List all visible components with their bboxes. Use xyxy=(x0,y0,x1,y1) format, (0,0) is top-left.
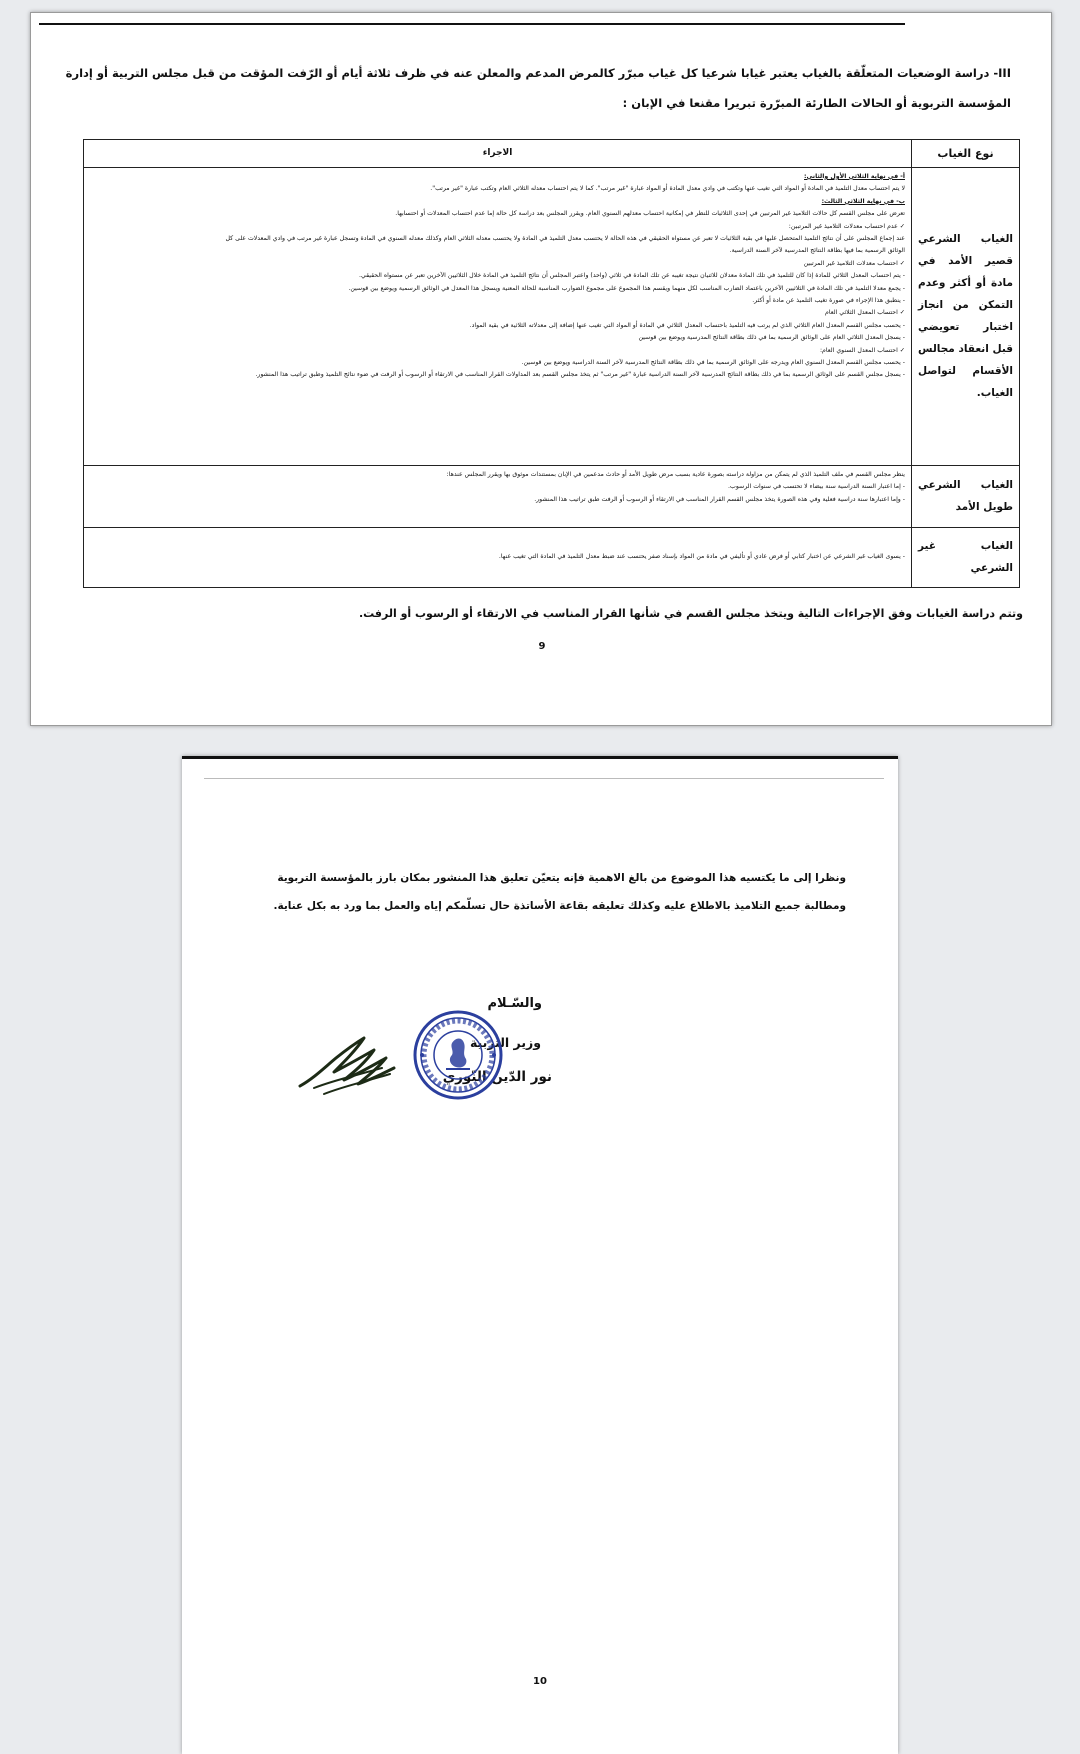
procedure-line: لا يتم احتساب معدل التلميذ في المادة أو المواد التي تغيب عنها وتكتب في وادي معدل المادة أو المواد عبارة "غير مرتب". كما لا يتم احتساب معدله الثلاثي العام وتكتب عبارة "غير مرتب". xyxy=(430,185,905,193)
closing-sentence: وتتم دراسة الغيابات وفق الإجراءات التالية ويتخذ مجلس القسم في شأنها القرار المناسب في الارتقاء أو الرسوب أو الرفت. xyxy=(358,607,1023,620)
procedure-line: عند إجماع المجلس على أن نتائج التلميذ المتحصل عليها في بقية الثلاثيات لا تعبر عن مستواه الحقيقي في هذه الحالة لا يحتسب معدل التلميذ في المادة ولا يحتسب معدله الثلاثي العام وكذلك معدله السنوي في المادة وتسجل عبارة غير مرتب في وادي المعدلات على كل xyxy=(225,234,905,242)
procedure-line: - يتم احتساب المعدل الثلاثي للمادة إذا كان للتلميذ في تلك المادة معدلان للاثنيان نتيجة تغيبه عن تلك المادة في ثلاثي (واحد) واعتبر المجلس أن نتائج التلميذ في المادة خلال الثلاثيين الآخرين تعبر عن مستواه الحقيقي. xyxy=(359,272,905,280)
procedure-line: - يسجل مجلس القسم على الوثائق الرسمية بما في ذلك بطاقة النتائج المدرسية لآخر السنة الدراسية عبارة "غير مرتب" ثم يتخذ مجلس القسم بعد المداولات القرار المناسب في الارتقاء أو الرسوب أو الرفت في ضوء نتائج التلميذ وطبق تراتيب هذا المنشور. xyxy=(255,371,905,379)
signature-icon xyxy=(294,1028,414,1098)
top-rule xyxy=(182,756,898,759)
official-stamp-icon xyxy=(412,1009,504,1101)
procedure-line: - يحسب مجلس القسم المعدل العام الثلاثي الذي لم يرتب فيه التلميذ باحتساب المعدل الثلاثي في المادة أو المواد التي تغيب عنها إضافة إلى معدلاته الثلاثية في بقية المواد. xyxy=(469,321,905,329)
document-page-10 xyxy=(182,756,898,1754)
page-number: 10 xyxy=(533,1676,547,1687)
page-number: 9 xyxy=(538,641,546,652)
procedure-line: أ- في نهاية الثلاثي الأول والثاني: xyxy=(804,172,905,180)
procedure-line: الوثائق الرسمية بما فيها بطاقة النتائج المدرسية لآخر السنة الدراسية. xyxy=(729,247,905,255)
procedure-line: - ينطبق هذا الإجراء في صورة تغيب التلميذ عن مادة أو أكثر. xyxy=(752,296,905,304)
procedure-line: ✓ عدم احتساب معدلات التلاميذ غير المرتبين: xyxy=(90,221,905,233)
absence-table xyxy=(83,139,1020,588)
procedure-line: - يسوى الغياب غير الشرعي عن اختبار كتابي أو فرض عادي أو تأليفي في مادة من المواد بإسناد صفر يحتسب عند ضبط معدل التلميذ في المادة التي تغيب عنها. xyxy=(498,553,905,561)
absence-type-cell: الغياب الشرعي طويل الأمد xyxy=(912,465,1020,527)
procedure-line: - يجمع معدلا التلميذ في تلك المادة في الثلاثيين الآخرين باعتماد الضارب المناسب لكل منهما ويقسم هذا المجموع على مجموع الضوارب المناسبة للحالة المعنية ويسجل هذا المعدل في الوثائق الرسمية ويوضع بين قوسين. xyxy=(348,284,905,292)
procedure-line: ✓ احتساب معدلات التلاميذ غير المرتبين xyxy=(90,258,905,270)
procedure-line: تعرض على مجلس القسم كل حالات التلاميذ غير المرتبين في إحدى الثلاثيات للنظر في إمكانية احتساب معدلهم السنوي العام. ويقرر المجلس بعد دراسة كل حالة إما عدم احتساب المعدلات أو احتسابها. xyxy=(395,210,905,218)
salutation: والسّـلام xyxy=(487,996,542,1011)
procedure-line: - إما اعتبار السنة الدراسية سنة بيضاء لا تحتسب في سنوات الرسوب. xyxy=(728,483,905,491)
procedure-line: - وإما اعتبارها سنة دراسية فعلية وفي هذه الصورة يتخذ مجلس القسم القرار المناسب في الارتقاء أو الرسوب أو الرفت طبق تراتيب هذا المنشور. xyxy=(534,495,905,503)
table-header-row xyxy=(84,140,1020,168)
procedure-cell xyxy=(84,465,912,527)
absence-type-cell: الغياب الشرعي قصير الأمد في مادة أو أكثر وعدم التمكن من انجاز اختبار تعويضي قبل انعقاد مجالس الأقسام لتواصل الغياب. xyxy=(912,167,1020,465)
closing-paragraph: ونظرا إلى ما يكتسيه هذا الموضوع من بالغ الاهمية فإنه يتعيّن تعليق هذا المنشور بمكان بارز بالمؤسسة التربوية ومطالبة جميع التلاميذ بالاطلاع عليه وكذلك تعليقه بقاعة الأساتذة حال تسلّمكم إياه والعمل بما ورد به بكل عناية. xyxy=(273,872,846,912)
header-procedure: الاجراء xyxy=(84,140,912,168)
table-row xyxy=(84,465,1020,527)
header-absence-type: نوع الغياب xyxy=(912,140,1020,168)
procedure-line: - يسجل المعدل الثلاثي العام على الوثائق الرسمية بما في ذلك بطاقة النتائج المدرسية ويوضع بين قوسين xyxy=(638,334,905,342)
table-row xyxy=(84,527,1020,587)
minister-name: نور الدّين النّوري xyxy=(442,1069,552,1085)
section-title: III- دراسة الوضعيات المتعلّقة بالغياب يعتبر غيابا شرعيا كل غياب مبرّر كالمرض المدعم والمعلن عنه في ظرف ثلاثة أيام أو الرّفت المؤقت من قبل مجلس التربية أو إدارة المؤسسة التربوية أو الحالات الطارئة المبرّرة تبريرا مقنعا في الإبان : xyxy=(65,66,1011,110)
procedure-line: - يحسب مجلس القسم المعدل السنوي العام ويدرجه على الوثائق الرسمية بما في ذلك بطاقة النتائج المدرسية لآخر السنة الدراسية ويوضع بين قوسين. xyxy=(521,359,905,367)
procedure-line: ب- في نهاية الثلاثي الثالث: xyxy=(821,197,905,205)
minister-title: وزير التربية xyxy=(469,1035,541,1050)
document-page-9 xyxy=(30,12,1052,726)
procedure-line: ✓ احتساب المعدل الثلاثي العام xyxy=(90,307,905,319)
procedure-cell xyxy=(84,527,912,587)
procedure-line: ينظر مجلس القسم في ملف التلميذ الذي لم يتمكن من مزاولة دراسته بصورة عادية بسبب مرض طويل الأمد أو حادث مدعمين في الإبان بمستندات موثوق بها ويقرر المجلس عندها: xyxy=(446,470,905,478)
table-row xyxy=(84,167,1020,465)
procedure-line: ✓ احتساب المعدل السنوي العام: xyxy=(90,345,905,357)
faint-rule xyxy=(204,778,884,779)
absence-type-cell: الغياب غير الشرعي xyxy=(912,527,1020,587)
procedure-cell xyxy=(84,167,912,465)
top-rule xyxy=(39,23,905,25)
